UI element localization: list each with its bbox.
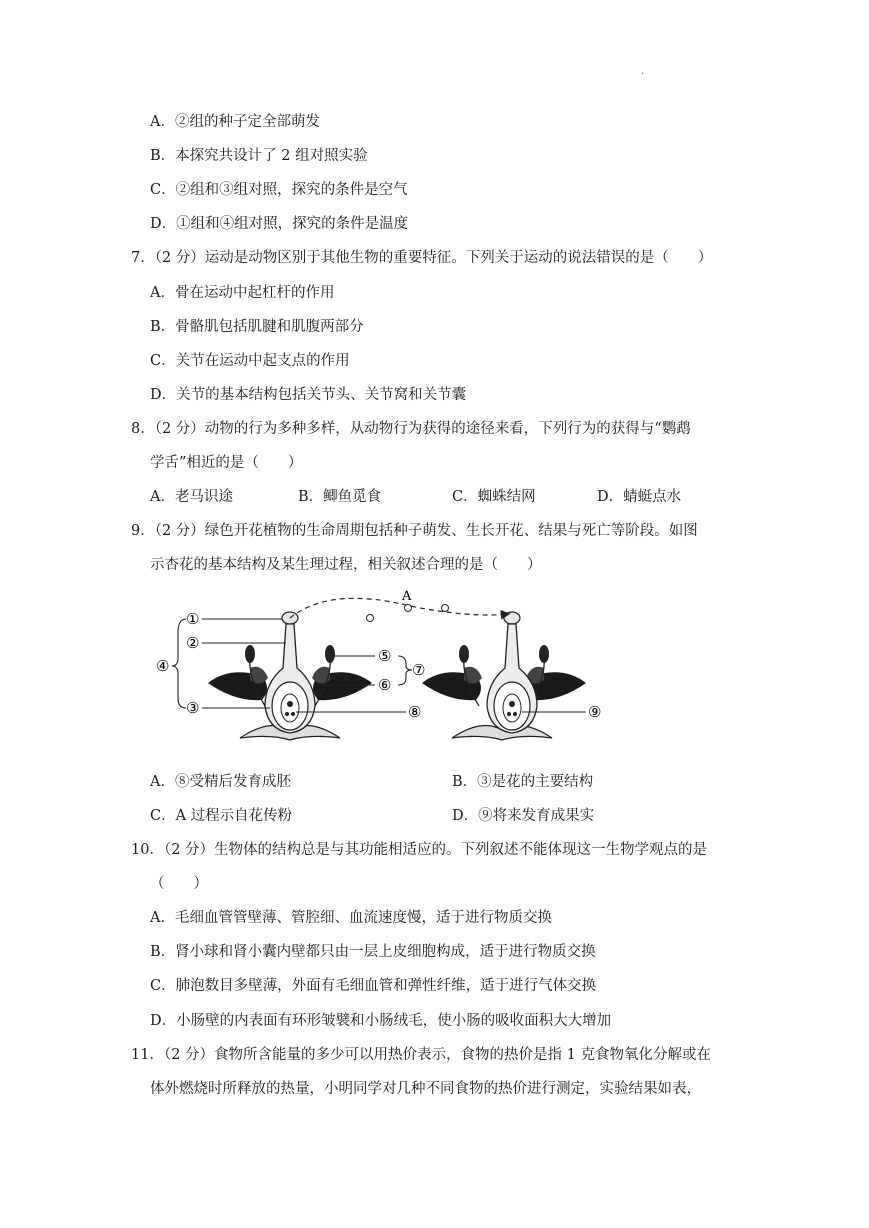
pollen-grain xyxy=(367,615,374,622)
q10-option-c: C．肺泡数目多壁薄，外面有毛细血管和弹性纤维，适于进行气体交换 xyxy=(150,978,597,994)
brace-7 xyxy=(398,656,412,685)
pollen-grain xyxy=(405,605,412,612)
q8-option-d: D．蜻蜓点水 xyxy=(597,489,682,505)
q9-option-c: C．A 过程示自花传粉 xyxy=(150,808,293,824)
flower-structure-figure xyxy=(150,588,620,753)
q9-option-b: B．③是花的主要结构 xyxy=(452,774,594,790)
q9-option-a: A．⑧受精后发育成胚 xyxy=(150,774,291,790)
q9-stem-line2: 示杏花的基本结构及某生理过程，相关叙述合理的是（ ） xyxy=(150,557,542,573)
q8-option-c: C．蜘蛛结网 xyxy=(452,489,536,505)
q9-stem-line1: 9．（2 分）绿色开花植物的生命周期包括种子萌发、生长开花、结果与死亡等阶段。如图 xyxy=(131,523,698,539)
q8-option-a: A．老马识途 xyxy=(150,489,233,505)
q7-stem: 7．（2 分）运动是动物区别于其他生物的重要特征。下列关于运动的说法错误的是（ ） xyxy=(131,250,713,266)
q10-option-b: B．肾小球和肾小囊内壁都只由一层上皮细胞构成，适于进行物质交换 xyxy=(150,944,596,960)
label-1: ① xyxy=(186,610,200,628)
q10-option-a: A．毛细血管管壁薄、管腔细、血流速度慢，适于进行物质交换 xyxy=(150,910,552,926)
q10-stem-line2: （ ） xyxy=(150,876,208,892)
label-9: ⑨ xyxy=(588,703,602,721)
q6-option-a: A．②组的种子定全部萌发 xyxy=(150,114,320,130)
label-6: ⑥ xyxy=(378,676,392,694)
q7-option-a: A．骨在运动中起杠杆的作用 xyxy=(150,285,335,301)
pollination-arrow xyxy=(290,598,508,618)
q10-stem-line1: 10．（2 分）生物体的结构总是与其功能相适应的。下列叙述不能体现这一生物学观点的是 xyxy=(131,842,708,858)
q11-stem-line2: 体外燃烧时所释放的热量，小明同学对几种不同食物的热价进行测定，实验结果如表， xyxy=(150,1081,701,1097)
left-flower xyxy=(208,612,372,740)
label-7: ⑦ xyxy=(412,661,426,679)
q7-option-c: C．关节在运动中起支点的作用 xyxy=(150,353,350,369)
right-flower xyxy=(422,612,586,740)
page-dot: . xyxy=(641,66,645,77)
label-3: ③ xyxy=(186,699,200,717)
q9-option-d: D．⑨将来发育成果实 xyxy=(452,808,595,824)
brace-4 xyxy=(172,619,186,708)
q8-option-b: B．鲫鱼觅食 xyxy=(298,489,382,505)
label-5: ⑤ xyxy=(378,647,392,665)
q8-stem-line2: 学舌”相近的是（ ） xyxy=(150,455,303,471)
label-2: ② xyxy=(186,634,200,652)
label-8: ⑧ xyxy=(408,703,422,721)
q6-option-d: D．①组和④组对照，探究的条件是温度 xyxy=(150,216,409,232)
q6-option-c: C．②组和③组对照，探究的条件是空气 xyxy=(150,182,408,198)
q8-stem-line1: 8．（2 分）动物的行为多种多样，从动物行为获得的途径来看，下列行为的获得与“鹦鹉 xyxy=(131,421,691,437)
arrow-label: A xyxy=(402,589,412,604)
q7-option-d: D．关节的基本结构包括关节头、关节窝和关节囊 xyxy=(150,387,467,403)
pollen-grain xyxy=(442,605,449,612)
q10-option-d: D．小肠壁的内表面有环形皱襞和小肠绒毛，使小肠的吸收面积大大增加 xyxy=(150,1013,612,1029)
label-4: ④ xyxy=(156,657,170,675)
q7-option-b: B．骨骼肌包括肌腱和肌腹两部分 xyxy=(150,319,364,335)
q11-stem-line1: 11．（2 分）食物所含能量的多少可以用热价表示，食物的热价是指 1 克食物氧化分解或在 xyxy=(131,1047,711,1063)
q6-option-b: B．本探究共设计了 2 组对照实验 xyxy=(150,148,368,164)
